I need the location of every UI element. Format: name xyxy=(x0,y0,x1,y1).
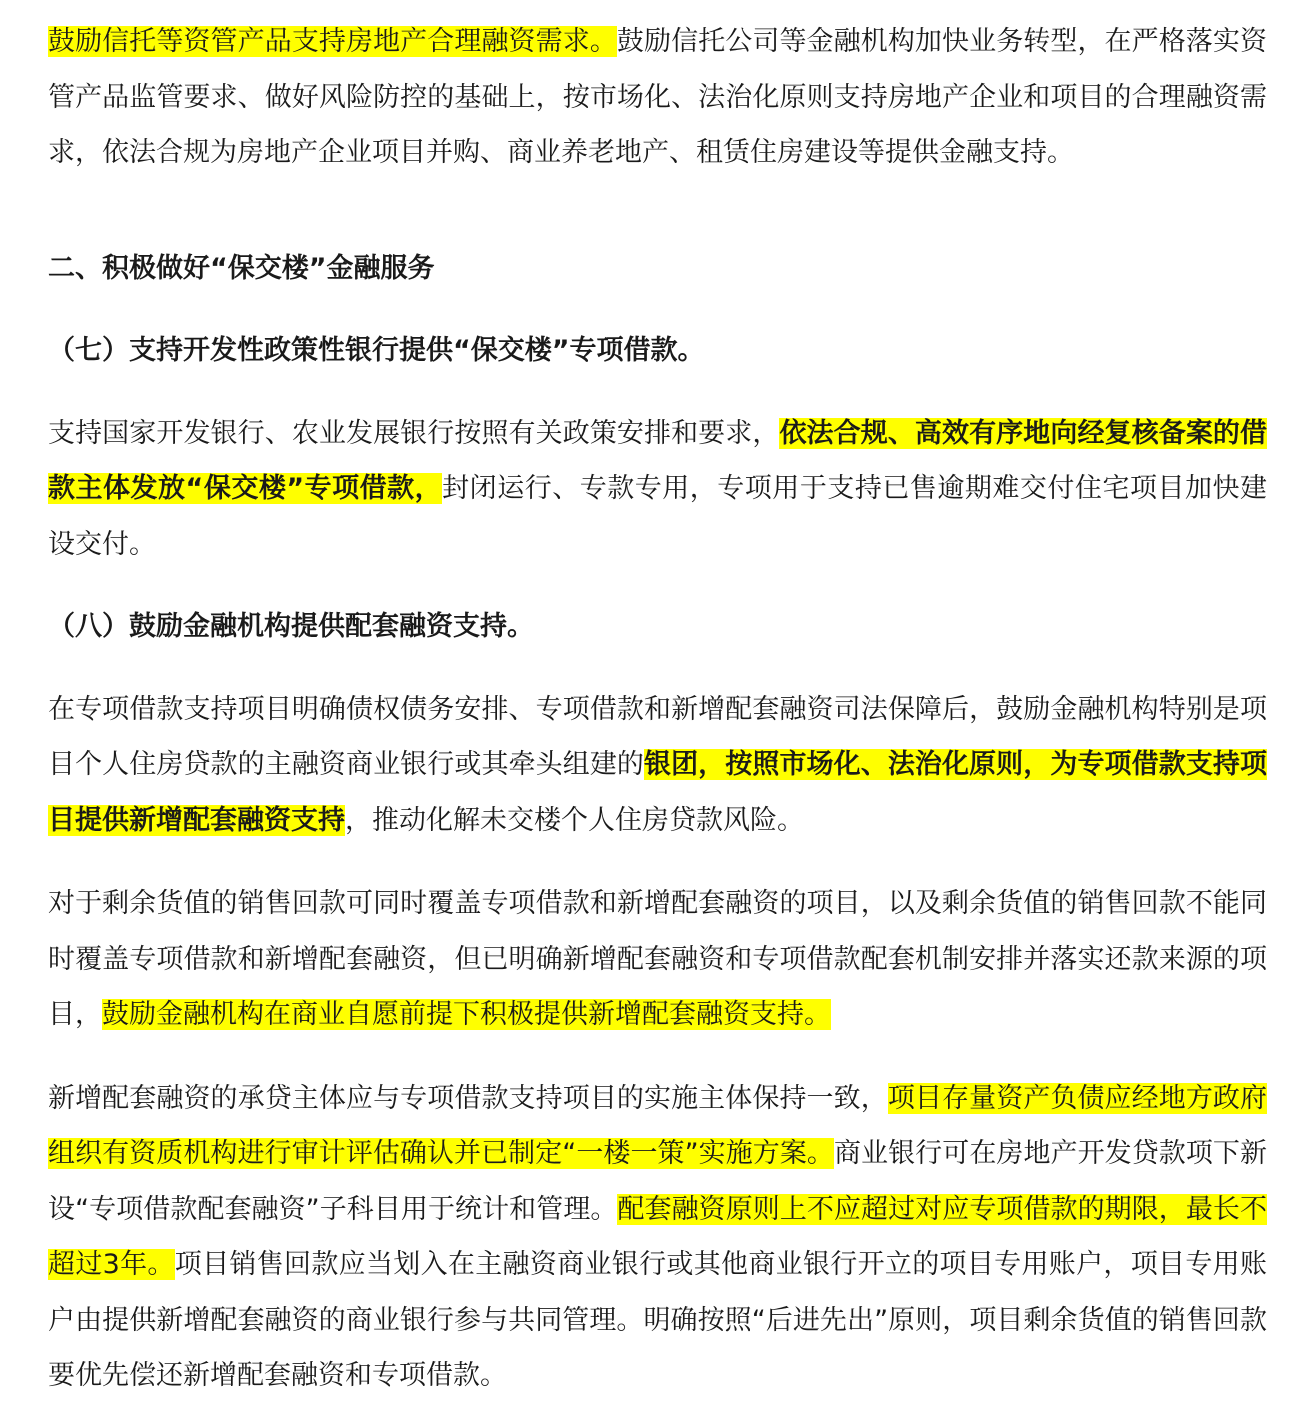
highlighted-text: 银团，按照市场化、法治化原则，为专项借款支持项目提供新增配套融资支持 xyxy=(48,749,1267,836)
body-text: 项目销售回款应当划入在主融资商业银行或其他商业银行开立的项目专用账户，项目专用账户由提供新增配套融资的商业银行参与共同管理。明确按照“后进先出”原则，项目剩余货值的销售回款要优先偿还新增配套融资和专项借款。 xyxy=(48,1249,1267,1391)
paragraph-trust-financing xyxy=(48,14,1267,181)
body-text: 封闭运行、专款专用，专项用于支持已售逾期难交付住宅项目加快建设交付。 xyxy=(48,473,1268,560)
highlighted-text: 鼓励信托等资管产品支持房地产合理融资需求。 xyxy=(48,26,617,57)
body-text: ，推动化解未交楼个人住房贷款风险。 xyxy=(345,804,804,836)
highlighted-text: 配套融资原则上不应超过对应专项借款的期限，最长不超过3年。 xyxy=(48,1193,1267,1280)
body-text: 对于剩余货值的销售回款可同时覆盖专项借款和新增配套融资的项目，以及剩余货值的销售回款不能同时覆盖专项借款和新增配套融资，但已明确新增配套融资和专项借款配套机制安排并落实还款来源的项目， xyxy=(48,888,1267,1030)
body-text: 新增配套融资的承贷主体应与专项借款支持项目的实施主体保持一致， xyxy=(48,1082,888,1114)
body-text: 商业银行可在房地产开发贷款项下新设“专项借款配套融资”子科目用于统计和管理。 xyxy=(48,1138,1267,1225)
subsection-heading-7: （七）支持开发性政策性银行提供“保交楼”专项借款。 xyxy=(48,335,705,366)
body-text: 支持国家开发银行、农业发展银行按照有关政策安排和要求， xyxy=(48,417,780,449)
paragraph-remaining-value xyxy=(48,876,1267,1043)
paragraph-borrower-requirements xyxy=(48,1071,1267,1404)
paragraph-special-loans xyxy=(48,406,1267,573)
paragraph-supporting-financing xyxy=(48,682,1267,849)
highlighted-text: 鼓励金融机构在商业自愿前提下积极提供新增配套融资支持。 xyxy=(102,999,831,1030)
subsection-heading-8: （八）鼓励金融机构提供配套融资支持。 xyxy=(48,611,534,642)
section-heading: 二、积极做好“保交楼”金融服务 xyxy=(48,252,435,284)
body-text: 在专项借款支持项目明确债权债务安排、专项借款和新增配套融资司法保障后，鼓励金融机构特别是项目个人住房贷款的主融资商业银行或其牵头组建的 xyxy=(48,693,1267,780)
highlighted-text: 依法合规、高效有序地向经复核备案的借款主体发放“保交楼”专项借款， xyxy=(48,417,1267,504)
body-text: 鼓励信托公司等金融机构加快业务转型，在严格落实资管产品监管要求、做好风险防控的基础上，按市场化、法治化原则支持房地产企业和项目的合理融资需求，依法合规为房地产企业项目并购、商业养老地产、租赁住房建设等提供金融支持。 xyxy=(48,26,1268,168)
highlighted-text: 项目存量资产负债应经地方政府组织有资质机构进行审计评估确认并已制定“一楼一策”实施方案。 xyxy=(48,1082,1268,1169)
